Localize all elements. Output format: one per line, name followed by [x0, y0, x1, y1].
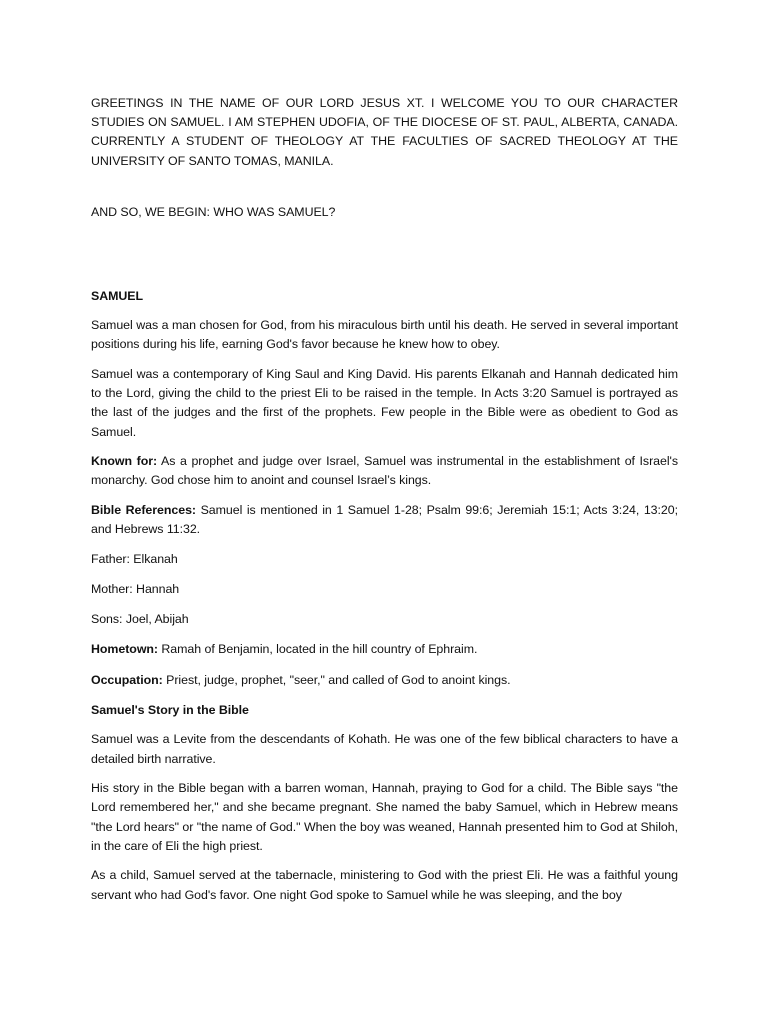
bible-references-paragraph	[91, 501, 678, 539]
known-for-label: Known for:	[91, 454, 158, 469]
occupation-text: Priest, judge, prophet, "seer," and called of God to anoint kings.	[162, 672, 511, 687]
hometown-text: Ramah of Benjamin, located in the hill country of Ephraim.	[158, 642, 478, 657]
contemporary-paragraph: Samuel was a contemporary of King Saul and King David. His parents Elkanah and Hannah dedicated him to the Lord, giving the child to the priest Eli to be raised in the temple. In Acts 3:20 Samuel is portrayed as the last of the judges and the first of the prophets. Few people in the Bible were as obedient to God as Samuel.	[91, 367, 678, 439]
story-paragraph-hannah: His story in the Bible began with a barren woman, Hannah, praying to God for a child. The Bible says "the Lord remembered her," and she became pregnant. She named the baby Samuel, which in Hebrew means "the Lord hears" or "the name of God." When the boy was weaned, Hannah presented him to God at Shiloh, in the care of Eli the high priest.	[91, 781, 678, 853]
bible-references-text: Samuel is mentioned in 1 Samuel 1-28; Psalm 99:6; Jeremiah 15:1; Acts 3:24, 13:20; and Hebrews 11:32.	[91, 503, 678, 537]
known-for-paragraph	[91, 452, 678, 490]
father-line: Father: Elkanah	[91, 551, 178, 566]
greeting-paragraph: GREETINGS IN THE NAME OF OUR LORD JESUS XT. I WELCOME YOU TO OUR CHARACTER STUDIES ON SAMUEL. I AM STEPHEN UDOFIA, OF THE DIOCESE OF ST. PAUL, ALBERTA, CANADA. CURRENTLY A STUDENT OF THEOLOGY AT THE FACULTIES OF SACRED THEOLOGY AT THE UNIVERSITY OF SANTO TOMAS, MANILA.	[91, 96, 678, 168]
sons-line: Sons: Joel, Abijah	[91, 612, 189, 627]
section-heading: SAMUEL	[91, 289, 144, 304]
begin-line: AND SO, WE BEGIN: WHO WAS SAMUEL?	[91, 204, 336, 219]
mother-line: Mother: Hannah	[91, 582, 180, 597]
story-heading: Samuel's Story in the Bible	[91, 702, 249, 717]
occupation-line	[91, 671, 678, 690]
occupation-label: Occupation:	[91, 672, 163, 687]
story-paragraph-child: As a child, Samuel served at the tabernacle, ministering to God with the priest Eli. He was a faithful young servant who had God's favor. One night God spoke to Samuel while he was sleeping, and the boy	[91, 868, 678, 902]
hometown-line	[91, 640, 678, 659]
story-paragraph-levite: Samuel was a Levite from the descendants of Kohath. He was one of the few biblical characters to have a detailed birth narrative.	[91, 732, 678, 766]
intro-paragraph: Samuel was a man chosen for God, from his miraculous birth until his death. He served in several important positions during his life, earning God's favor because he knew how to obey.	[91, 318, 678, 352]
known-for-text: As a prophet and judge over Israel, Samuel was instrumental in the establishment of Israel's monarchy. God chose him to anoint and counsel Israel’s kings.	[91, 454, 678, 488]
hometown-label: Hometown:	[91, 642, 159, 657]
bible-references-label: Bible References:	[91, 503, 196, 518]
